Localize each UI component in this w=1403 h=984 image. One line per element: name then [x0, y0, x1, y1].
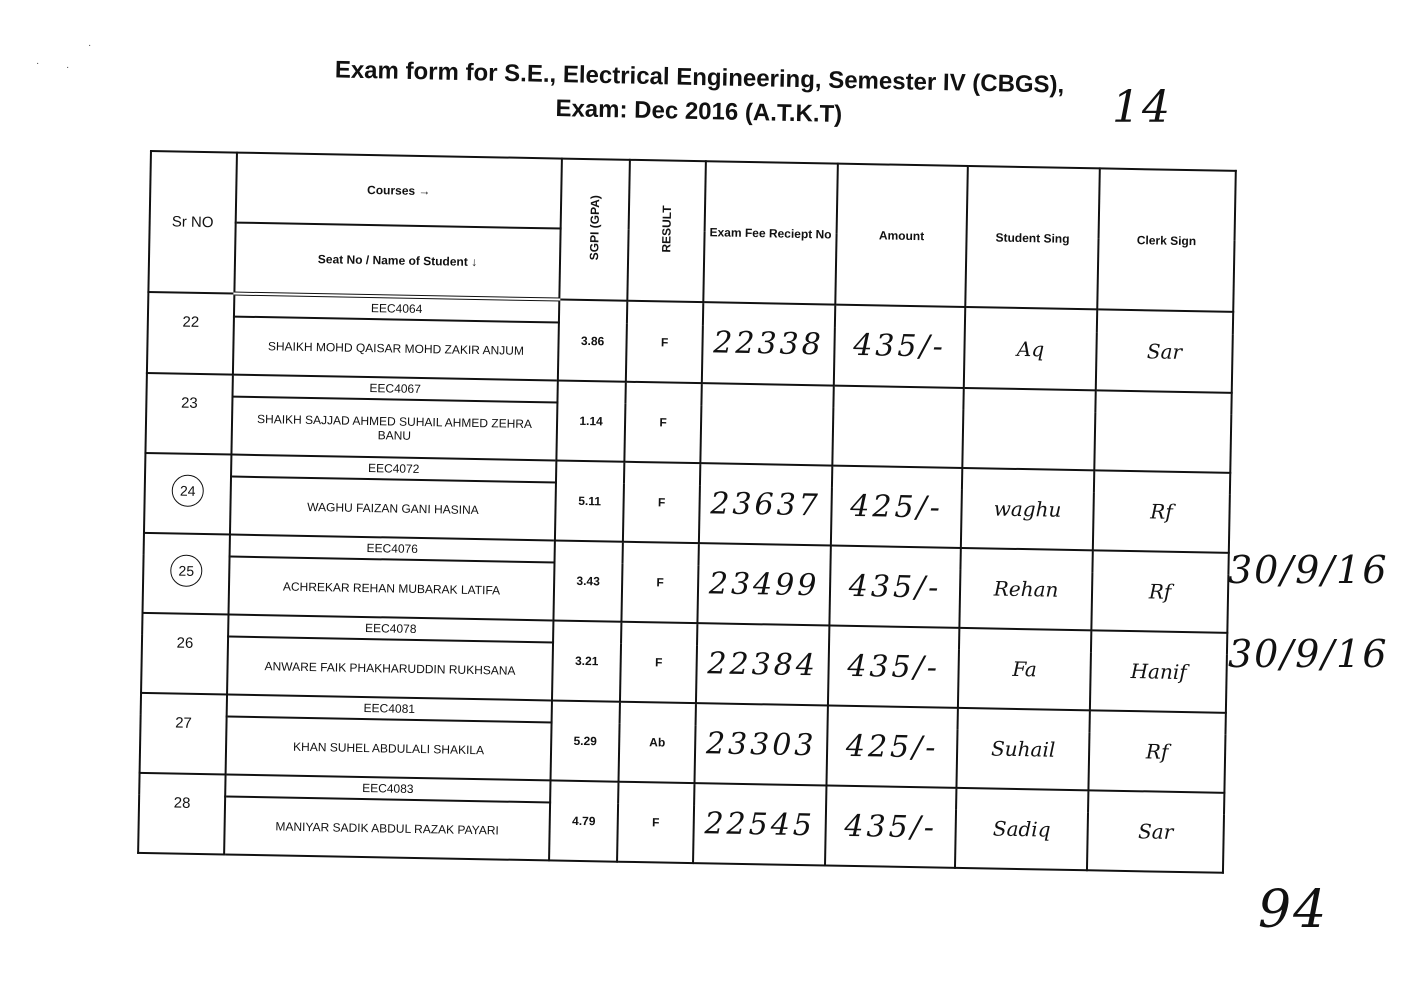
exam-form-table-wrapper: [137, 150, 1235, 874]
clerk-signature-cell: Sar: [1096, 309, 1233, 392]
student-signature-cell: Rehan: [959, 548, 1092, 630]
exam-form-table: [137, 150, 1237, 874]
sr-no-cell: 28: [138, 773, 225, 855]
result-cell: F: [626, 301, 703, 383]
course-code-cell: EEC4081: [227, 695, 552, 723]
header-student-sign: Student Sing: [965, 166, 1100, 309]
student-signature-cell: Suhail: [956, 708, 1089, 790]
student-name-cell: WAGHU FAIZAN GANI HASINA: [230, 477, 556, 541]
margin-date-row-25: 30/9/16: [1228, 632, 1389, 676]
clerk-signature-cell: [1094, 390, 1231, 472]
handwritten-page-number: 14: [1112, 82, 1172, 133]
circled-sr-no: 25: [170, 554, 203, 587]
scan-speck: ·: [66, 62, 70, 73]
course-code-cell: EEC4083: [225, 774, 550, 802]
result-cell: F: [620, 622, 697, 703]
amount-cell: 435/-: [828, 626, 959, 708]
student-signature-cell: [962, 388, 1095, 470]
header-sr-no: Sr NO: [148, 151, 237, 294]
amount-cell: 435/-: [829, 546, 960, 628]
result-cell: F: [617, 782, 694, 863]
header-amount: Amount: [835, 164, 968, 307]
sgpi-cell: 4.79: [549, 780, 618, 861]
student-name-cell: SHAIKH SAJJAD AHMED SUHAIL AHMED ZEHRA BANU: [231, 397, 557, 461]
receipt-no-cell: 22545: [693, 783, 826, 865]
sr-no-cell: 22: [147, 292, 234, 375]
course-code-cell: EEC4067: [232, 375, 557, 403]
result-cell: Ab: [619, 702, 696, 783]
clerk-signature-cell: Rf: [1088, 710, 1225, 792]
sgpi-cell: 1.14: [556, 381, 625, 462]
sgpi-cell: 3.21: [552, 620, 621, 701]
sgpi-cell: 3.43: [553, 540, 622, 621]
header-receipt: Exam Fee Reciept No: [703, 161, 838, 304]
result-cell: F: [623, 462, 700, 543]
student-name-cell: MANIYAR SADIK ABDUL RAZAK PAYARI: [224, 796, 550, 860]
header-sgpi: [559, 159, 630, 301]
receipt-no-cell: 23637: [699, 463, 832, 545]
clerk-signature-cell: Rf: [1093, 470, 1230, 552]
sr-no-cell: 26: [141, 613, 228, 695]
clerk-signature-cell: Sar: [1087, 790, 1224, 872]
header-clerk-sign: Clerk Sign: [1097, 168, 1236, 311]
result-cell: F: [621, 542, 698, 623]
receipt-no-cell: [700, 383, 833, 465]
header-result: [627, 160, 706, 302]
title-line-1: Exam form for S.E., Electrical Engineering, Semester IV (CBGS),: [334, 56, 1065, 99]
student-signature-cell: waghu: [961, 468, 1094, 550]
sgpi-cell: 5.29: [551, 700, 620, 781]
circled-sr-no: 24: [171, 474, 204, 507]
amount-cell: 425/-: [826, 706, 957, 788]
handwritten-sheet-number: 94: [1258, 880, 1329, 940]
student-signature-cell: Fa: [958, 628, 1091, 710]
amount-cell: [832, 386, 963, 468]
student-name-cell: ACHREKAR REHAN MUBARAK LATIFA: [229, 557, 555, 621]
course-code-cell: EEC4072: [231, 455, 556, 483]
page-title: [269, 52, 1130, 138]
header-result-label: RESULT: [659, 205, 675, 254]
receipt-no-cell: 23303: [694, 703, 827, 785]
sr-no-cell: [143, 533, 230, 615]
title-line-2: Exam: Dec 2016 (A.T.K.T): [555, 94, 843, 128]
header-sgpi-label: SGPI (GPA): [587, 195, 603, 261]
amount-cell: 425/-: [831, 466, 962, 548]
receipt-no-cell: 22338: [702, 302, 835, 385]
course-code-cell: EEC4078: [228, 615, 553, 643]
result-cell: F: [624, 382, 701, 463]
receipt-no-cell: 23499: [697, 543, 830, 625]
receipt-no-cell: 22384: [696, 623, 829, 705]
sr-no-cell: 27: [140, 693, 227, 775]
sr-no-cell: 23: [145, 373, 232, 455]
header-seat-name: Seat No / Name of Student ↓: [234, 223, 560, 300]
course-code-cell: EEC4076: [230, 535, 555, 563]
scan-speck: ·: [88, 40, 92, 51]
student-signature-cell: Sadiq: [955, 788, 1088, 870]
sr-no-cell: [144, 453, 231, 535]
margin-date-row-24: 30/9/16: [1228, 548, 1389, 592]
amount-cell: 435/-: [825, 786, 956, 868]
clerk-signature-cell: Hanif: [1090, 630, 1227, 712]
student-name-cell: KHAN SUHEL ABDULALI SHAKILA: [226, 716, 552, 780]
student-signature-cell: Aq: [964, 307, 1097, 390]
scan-speck: ·: [36, 58, 40, 69]
student-name-cell: SHAIKH MOHD QAISAR MOHD ZAKIR ANJUM: [233, 317, 559, 381]
course-code-cell: EEC4064: [234, 294, 559, 323]
header-courses: Courses →: [236, 153, 562, 229]
sgpi-cell: 5.11: [555, 460, 624, 541]
student-name-cell: ANWARE FAIK PHAKHARUDDIN RUKHSANA: [227, 637, 553, 701]
clerk-signature-cell: Rf: [1091, 550, 1228, 632]
sgpi-cell: 3.86: [558, 300, 627, 382]
amount-cell: 435/-: [834, 305, 965, 388]
